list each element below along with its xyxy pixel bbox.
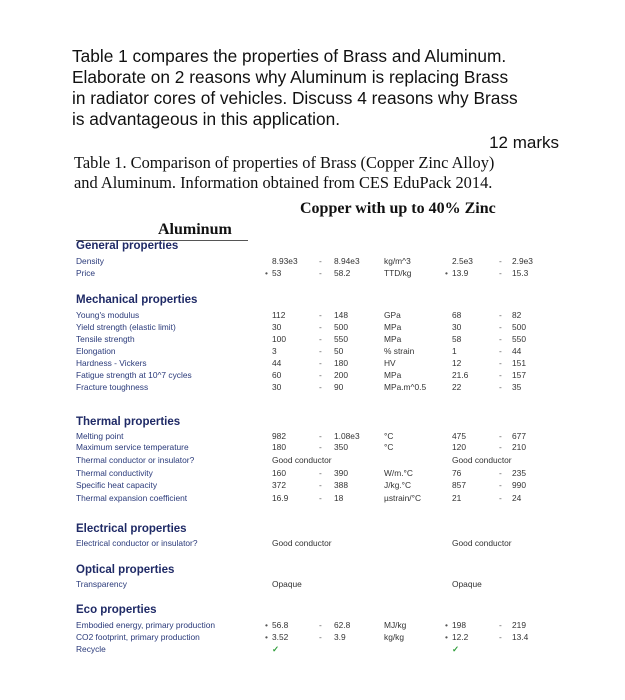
range-dash: - xyxy=(499,322,502,332)
brass-min-value: 30 xyxy=(272,382,282,392)
range-dash: - xyxy=(319,346,322,356)
brass-min-value: 3 xyxy=(272,346,277,356)
aluminum-min-value: 58 xyxy=(452,334,462,344)
aluminum-max-value: 235 xyxy=(512,468,526,478)
table-row xyxy=(0,358,625,370)
aluminum-text-value: Good conductor xyxy=(452,455,512,465)
property-label: Price xyxy=(76,268,96,278)
brass-max-value: 550 xyxy=(334,334,348,344)
aluminum-max-value: 990 xyxy=(512,480,526,490)
range-dash: - xyxy=(499,632,502,642)
caption-line: Table 1. Comparison of properties of Brass (Copper Zinc Alloy) xyxy=(74,153,495,172)
brass-max-value: 1.08e3 xyxy=(334,431,360,441)
brass-min-value: 100 xyxy=(272,334,286,344)
property-label: Melting point xyxy=(76,431,124,441)
property-label: Embodied energy, primary production xyxy=(76,620,216,630)
unit-label: GPa xyxy=(384,310,401,320)
aluminum-max-value: 24 xyxy=(512,493,522,503)
brass-min-value: 372 xyxy=(272,480,286,490)
brass-min-value: 8.93e3 xyxy=(272,256,298,266)
copper-column-header: Copper with up to 40% Zinc xyxy=(300,200,496,217)
table-row xyxy=(0,334,625,346)
aluminum-min-value: 12.2 xyxy=(452,632,469,642)
aluminum-min-value: 21.6 xyxy=(452,370,469,380)
bullet-marker: • xyxy=(445,268,448,278)
brass-check-icon: ✓ xyxy=(272,644,280,654)
question-line: Table 1 compares the properties of Brass and Aluminum. xyxy=(72,46,507,66)
table-row xyxy=(0,256,625,268)
aluminum-max-value: 35 xyxy=(512,382,522,392)
question-line: in radiator cores of vehicles. Discuss 4 reasons why Brass xyxy=(72,88,518,108)
aluminum-max-value: 151 xyxy=(512,358,526,368)
range-dash: - xyxy=(499,493,502,503)
unit-label: kg/m^3 xyxy=(384,256,411,266)
bullet-marker: • xyxy=(445,632,448,642)
table-row xyxy=(0,455,625,467)
section-title-optical: Optical properties xyxy=(76,564,175,576)
aluminum-max-value: 15.3 xyxy=(512,268,529,278)
table-row xyxy=(0,632,625,644)
brass-max-value: 350 xyxy=(334,442,348,452)
unit-label: kg/kg xyxy=(384,632,405,642)
aluminum-min-value: 22 xyxy=(452,382,462,392)
unit-label: W/m.°C xyxy=(384,468,413,478)
unit-label: MPa xyxy=(384,370,402,380)
range-dash: - xyxy=(319,382,322,392)
section-title-mechanical: Mechanical properties xyxy=(76,294,198,306)
caption-line: and Aluminum. Information obtained from CES EduPack 2014. xyxy=(74,173,493,192)
aluminum-min-value: 198 xyxy=(452,620,466,630)
aluminum-text-value: Opaque xyxy=(452,579,482,589)
table-row xyxy=(0,268,625,280)
aluminum-min-value: 12 xyxy=(452,358,462,368)
table-row xyxy=(0,322,625,334)
table-row xyxy=(0,442,625,454)
brass-text-value: Good conductor xyxy=(272,455,332,465)
brass-max-value: 390 xyxy=(334,468,348,478)
aluminum-max-value: 13.4 xyxy=(512,632,529,642)
section-title-electrical: Electrical properties xyxy=(76,523,187,535)
table-row xyxy=(0,620,625,632)
brass-min-value: 16.9 xyxy=(272,493,289,503)
property-label: Tensile strength xyxy=(76,334,135,344)
range-dash: - xyxy=(499,370,502,380)
property-label: Fracture toughness xyxy=(76,382,149,392)
question-line: is advantageous in this application. xyxy=(72,109,341,129)
aluminum-min-value: 475 xyxy=(452,431,466,441)
brass-max-value: 200 xyxy=(334,370,348,380)
brass-min-value: 160 xyxy=(272,468,286,478)
range-dash: - xyxy=(499,468,502,478)
aluminum-min-value: 13.9 xyxy=(452,268,469,278)
range-dash: - xyxy=(319,310,322,320)
range-dash: - xyxy=(319,268,322,278)
brass-max-value: 62.8 xyxy=(334,620,351,630)
property-label: Elongation xyxy=(76,346,116,356)
brass-max-value: 90 xyxy=(334,382,344,392)
brass-max-value: 180 xyxy=(334,358,348,368)
section-title-thermal: Thermal properties xyxy=(76,416,181,428)
brass-min-value: 53 xyxy=(272,268,282,278)
aluminum-min-value: 120 xyxy=(452,442,466,452)
range-dash: - xyxy=(319,468,322,478)
table-row xyxy=(0,310,625,322)
unit-label: % strain xyxy=(384,346,415,356)
question-line: Elaborate on 2 reasons why Aluminum is replacing Brass xyxy=(72,67,509,87)
unit-label: °C xyxy=(384,431,394,441)
range-dash: - xyxy=(499,268,502,278)
section-title-general: General properties xyxy=(76,240,179,252)
brass-max-value: 500 xyxy=(334,322,348,332)
aluminum-min-value: 68 xyxy=(452,310,462,320)
range-dash: - xyxy=(499,334,502,344)
brass-text-value: Good conductor xyxy=(272,538,332,548)
table-row xyxy=(0,579,625,591)
aluminum-min-value: 857 xyxy=(452,480,466,490)
aluminum-max-value: 82 xyxy=(512,310,522,320)
range-dash: - xyxy=(319,358,322,368)
unit-label: J/kg.°C xyxy=(384,480,412,490)
aluminum-min-value: 1 xyxy=(452,346,457,356)
aluminum-max-value: 677 xyxy=(512,431,526,441)
property-label: Maximum service temperature xyxy=(76,442,189,452)
brass-min-value: 44 xyxy=(272,358,282,368)
range-dash: - xyxy=(499,431,502,441)
property-label: Transparency xyxy=(76,579,127,589)
brass-max-value: 58.2 xyxy=(334,268,351,278)
range-dash: - xyxy=(499,346,502,356)
property-label: Electrical conductor or insulator? xyxy=(76,538,198,548)
table-row xyxy=(0,480,625,492)
range-dash: - xyxy=(499,256,502,266)
aluminum-min-value: 76 xyxy=(452,468,462,478)
property-label: Fatigue strength at 10^7 cycles xyxy=(76,370,192,380)
brass-min-value: 30 xyxy=(272,322,282,332)
aluminum-max-value: 219 xyxy=(512,620,526,630)
table-row xyxy=(0,493,625,505)
brass-max-value: 148 xyxy=(334,310,348,320)
aluminum-max-value: 157 xyxy=(512,370,526,380)
range-dash: - xyxy=(499,358,502,368)
range-dash: - xyxy=(499,382,502,392)
table-row xyxy=(0,644,625,656)
aluminum-text-value: Good conductor xyxy=(452,538,512,548)
range-dash: - xyxy=(499,310,502,320)
aluminum-max-value: 550 xyxy=(512,334,526,344)
brass-min-value: 56.8 xyxy=(272,620,289,630)
unit-label: MJ/kg xyxy=(384,620,407,630)
aluminum-check-icon: ✓ xyxy=(452,644,460,654)
property-label: Thermal conductivity xyxy=(76,468,153,478)
bullet-marker: • xyxy=(265,620,268,630)
range-dash: - xyxy=(319,632,322,642)
brass-min-value: 112 xyxy=(272,310,286,320)
table-caption xyxy=(74,153,494,193)
table-row xyxy=(0,538,625,550)
brass-min-value: 982 xyxy=(272,431,286,441)
bullet-marker: • xyxy=(265,632,268,642)
property-label: Young's modulus xyxy=(76,310,140,320)
question-text xyxy=(72,46,518,130)
brass-min-value: 3.52 xyxy=(272,632,289,642)
table-row xyxy=(0,370,625,382)
aluminum-min-value: 21 xyxy=(452,493,462,503)
range-dash: - xyxy=(499,480,502,490)
property-label: Thermal conductor or insulator? xyxy=(76,455,195,465)
property-label: Hardness - Vickers xyxy=(76,358,147,368)
unit-label: MPa xyxy=(384,334,402,344)
table-row xyxy=(0,468,625,480)
range-dash: - xyxy=(319,370,322,380)
brass-max-value: 3.9 xyxy=(334,632,346,642)
range-dash: - xyxy=(499,442,502,452)
brass-max-value: 50 xyxy=(334,346,344,356)
range-dash: - xyxy=(319,322,322,332)
aluminum-max-value: 500 xyxy=(512,322,526,332)
range-dash: - xyxy=(319,431,322,441)
property-label: Thermal expansion coefficient xyxy=(76,493,188,503)
aluminum-min-value: 2.5e3 xyxy=(452,256,473,266)
property-label: Recycle xyxy=(76,644,106,654)
property-label: Density xyxy=(76,256,104,266)
aluminum-max-value: 44 xyxy=(512,346,522,356)
range-dash: - xyxy=(319,256,322,266)
table-row xyxy=(0,346,625,358)
brass-text-value: Opaque xyxy=(272,579,302,589)
range-dash: - xyxy=(319,620,322,630)
property-label: Yield strength (elastic limit) xyxy=(76,322,176,332)
brass-min-value: 180 xyxy=(272,442,286,452)
property-label: Specific heat capacity xyxy=(76,480,158,490)
unit-label: HV xyxy=(384,358,396,368)
range-dash: - xyxy=(319,442,322,452)
range-dash: - xyxy=(319,493,322,503)
unit-label: MPa.m^0.5 xyxy=(384,382,427,392)
aluminum-max-value: 2.9e3 xyxy=(512,256,533,266)
table-row xyxy=(0,382,625,394)
unit-label: MPa xyxy=(384,322,402,332)
aluminum-column-header: Aluminum xyxy=(158,221,232,238)
unit-label: °C xyxy=(384,442,394,452)
property-label: CO2 footprint, primary production xyxy=(76,632,200,642)
marks-label: 12 marks xyxy=(489,133,559,152)
range-dash: - xyxy=(319,480,322,490)
range-dash: - xyxy=(319,334,322,344)
brass-max-value: 8.94e3 xyxy=(334,256,360,266)
aluminum-max-value: 210 xyxy=(512,442,526,452)
brass-max-value: 388 xyxy=(334,480,348,490)
range-dash: - xyxy=(499,620,502,630)
aluminum-min-value: 30 xyxy=(452,322,462,332)
unit-label: TTD/kg xyxy=(384,268,412,278)
brass-max-value: 18 xyxy=(334,493,344,503)
bullet-marker: • xyxy=(265,268,268,278)
unit-label: µstrain/°C xyxy=(384,493,422,503)
brass-min-value: 60 xyxy=(272,370,282,380)
section-title-eco: Eco properties xyxy=(76,604,157,616)
bullet-marker: • xyxy=(445,620,448,630)
